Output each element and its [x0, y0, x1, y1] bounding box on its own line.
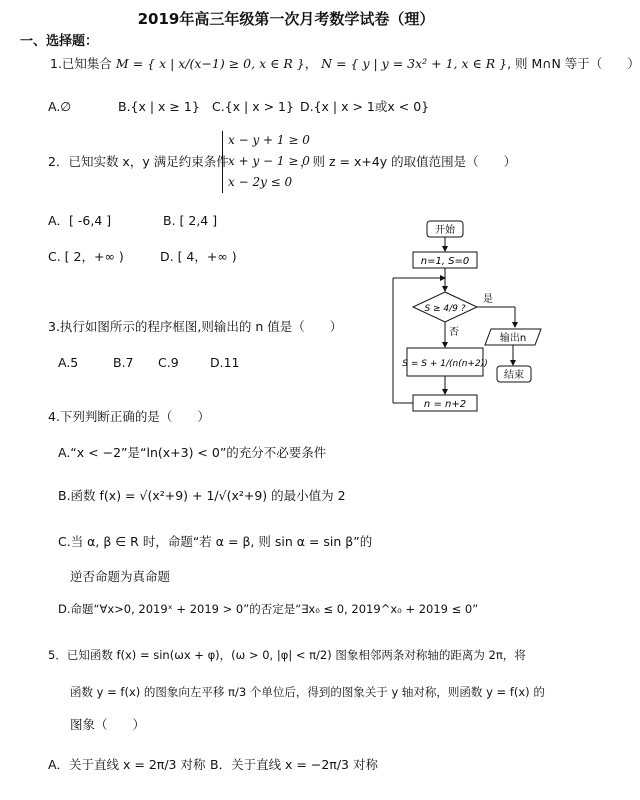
flow-increment-text: n = n+2: [423, 399, 467, 410]
q2-constraint-1: x − y + 1 ≥ 0: [228, 133, 310, 147]
flow-output-text: 输出n: [499, 333, 527, 344]
flowchart: [383, 213, 558, 428]
q1-set-n: N = { y | y = 3x² + 1, x ∈ R }: [321, 56, 508, 71]
q2-constraint-2: x + y − 1 ≥ 0: [228, 154, 310, 168]
q3-option-d: D.11: [210, 355, 240, 370]
q3-option-c: C.9: [158, 355, 179, 370]
q2-option-d: D. [ 4，+∞ ): [160, 249, 237, 264]
q4-option-a: A.“x < −2”是“ln(x+3) < 0”的充分不必要条件: [58, 445, 327, 460]
q1-prefix: 1.已知集合: [50, 56, 112, 71]
q3-option-a: A.5: [58, 355, 79, 370]
q5-line-2: 函数 y = f(x) 的图象向左平移 π/3 个单位后，得到的图象关于 y 轴对称，则函数 y = f(x) 的: [70, 685, 545, 699]
q1-option-b: B.{x | x ≥ 1}: [118, 99, 200, 114]
q3-stem: 3.执行如图所示的程序框图,则输出的 n 值是（ ）: [48, 319, 343, 334]
q4-option-c-cont: 逆否命题为真命题: [70, 569, 171, 584]
flow-yes-label: 是: [483, 294, 493, 305]
q4-option-b: B.函数 f(x) = √(x²+9) + 1/√(x²+9) 的最小值为 2: [58, 488, 346, 503]
flow-update-text: S = S + 1/(n(n+2)): [402, 359, 488, 369]
q1-option-c: C.{x | x > 1}: [212, 99, 294, 114]
q2-suffix: ，则 z = x+4y 的取值范围是（ ）: [300, 154, 517, 169]
q1-set-m: M = { x | x/(x−1) ≥ 0, x ∈ R }: [115, 56, 305, 71]
q1-suffix: 则 M∩N 等于（ ）: [515, 56, 640, 71]
flow-condition-text: S ≥ 4/9 ?: [424, 304, 466, 314]
q1-stem: 1.已知集合 M = { x | x/(x−1) ≥ 0, x ∈ R }， N = { y | y = 3x² + 1, x ∈ R }, 则 M∩N 等于（ ）: [50, 56, 640, 71]
q5-line-1: 5．已知函数 f(x) = sin(ωx + φ)，(ω > 0, |φ| < π/2) 图象相邻两条对称轴的距离为 2π，将: [48, 648, 526, 662]
q1-option-a: A.∅: [48, 99, 72, 114]
section-heading: 一、选择题：: [20, 34, 99, 49]
q4-stem: 4.下列判断正确的是（ ）: [48, 409, 210, 424]
q2-option-a: A．[ -6,4 ]: [48, 213, 112, 228]
flow-start-text: 开始: [435, 225, 455, 236]
q2-constraint-3: x − 2y ≤ 0: [228, 175, 293, 189]
q2-prefix: 2．已知实数 x，y 满足约束条件: [48, 154, 229, 169]
q1-option-d: D.{x | x > 1或x < 0}: [300, 99, 430, 114]
q5-option-a: A．关于直线 x = 2π/3 对称: [48, 757, 206, 772]
q2-option-c: C. [ 2，+∞ ): [48, 249, 124, 264]
flow-end-text: 结束: [504, 370, 524, 381]
exam-title: 2019年高三年级第一次月考数学试卷（理）: [137, 10, 435, 28]
q3-option-b: B.7: [113, 355, 134, 370]
q4-option-d: D.命题“∀x>0, 2019ˣ + 2019 > 0”的否定是“∃x₀ ≤ 0, 2019^x₀ + 2019 ≤ 0”: [58, 602, 479, 616]
flow-init-text: n=1, S=0: [420, 256, 470, 267]
q2-option-b: B. [ 2,4 ]: [163, 213, 218, 228]
q5-line-3: 图象（ ）: [70, 717, 146, 732]
flow-no-label: 否: [449, 327, 459, 338]
q5-option-b: B．关于直线 x = −2π/3 对称: [210, 757, 378, 772]
q4-option-c: C.当 α, β ∈ R 时，命题“若 α = β, 则 sin α = sin β”的: [58, 534, 373, 549]
